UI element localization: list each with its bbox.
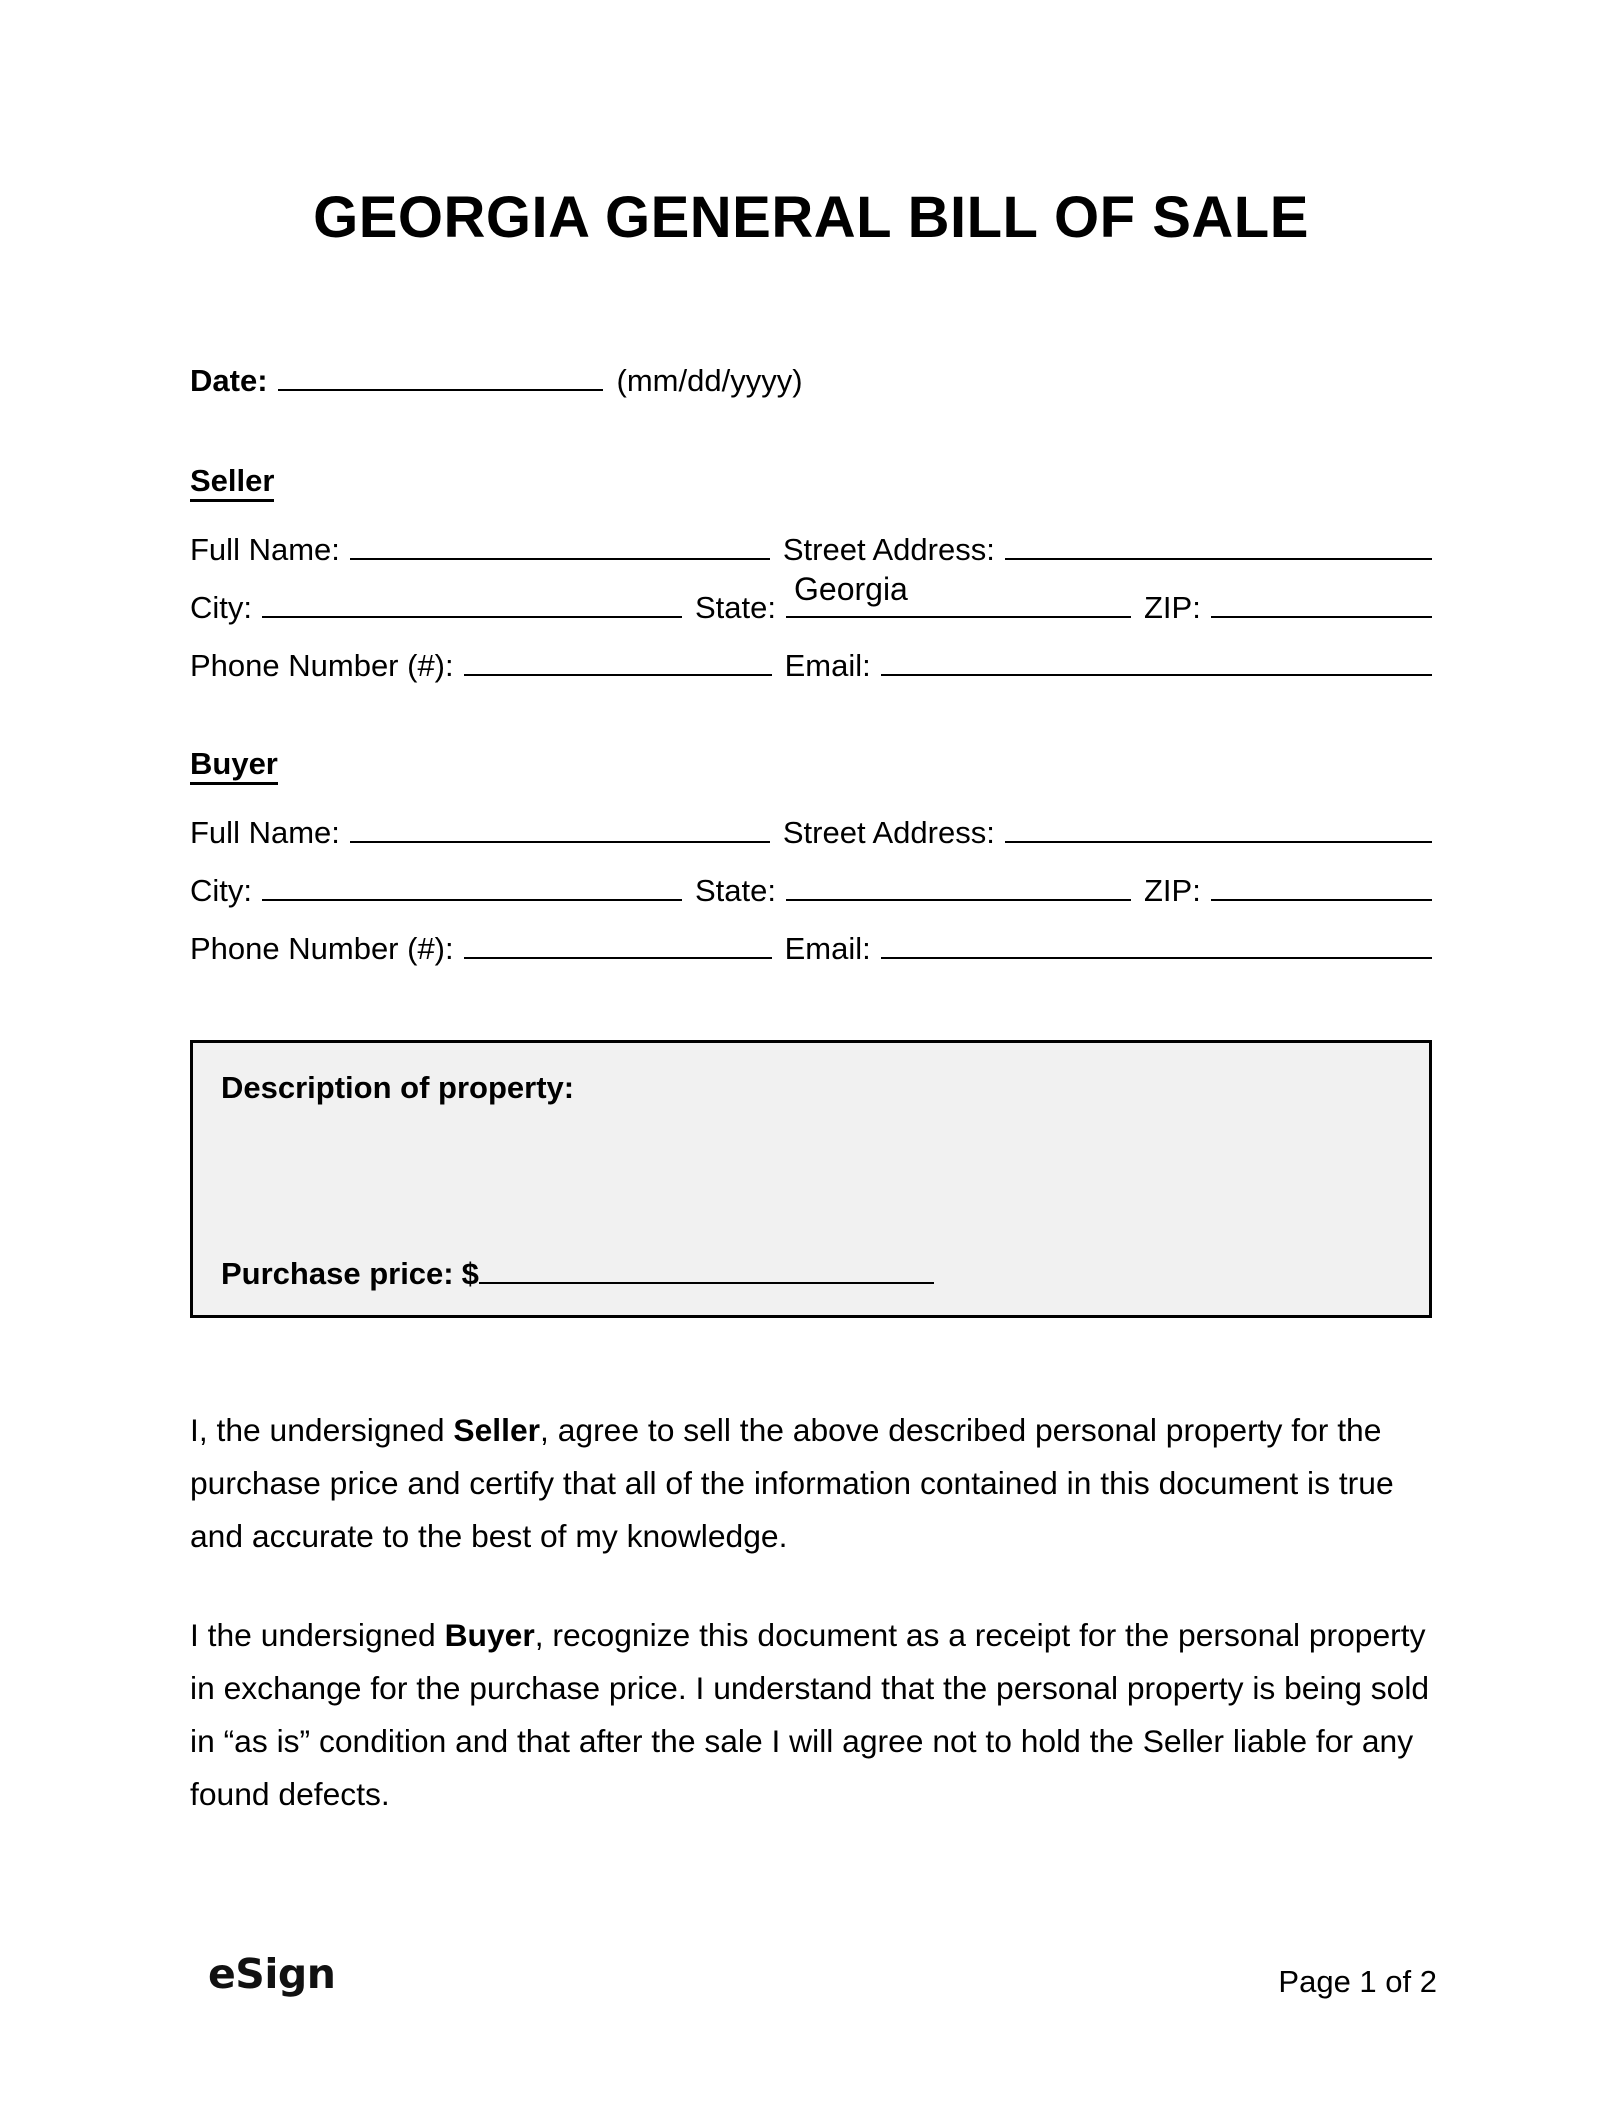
seller-email-field[interactable]	[881, 640, 1432, 676]
buyer-state-label: State:	[695, 872, 776, 908]
buyer-city-row	[190, 865, 1432, 912]
seller-street-address-label: Street Address:	[782, 531, 995, 567]
date-row	[190, 355, 1432, 402]
buyer-full-name-field[interactable]	[350, 807, 770, 843]
property-description-label: Description of property:	[221, 1069, 575, 1105]
seller-email-label: Email:	[784, 647, 871, 683]
page-title: GEORGIA GENERAL BILL OF SALE	[313, 185, 1309, 250]
purchase-price-label: Purchase price:	[221, 1255, 454, 1291]
date-label: Date:	[190, 362, 268, 398]
seller-phone-row	[190, 640, 1432, 687]
buyer-street-address-label: Street Address:	[782, 814, 995, 850]
seller-clause-paragraph: I, the undersigned Seller, agree to sell the above described personal property for the purchase price and certify that all of the information contained in this document is true and accurate to the best of my knowledge.	[190, 1411, 1394, 1554]
page-indicator: Page 1 of 2	[1278, 1964, 1437, 1999]
seller-city-field[interactable]	[262, 582, 682, 618]
property-description-field[interactable]	[221, 1109, 1401, 1248]
seller-zip-label: ZIP:	[1144, 589, 1201, 625]
seller-section-heading: Seller	[190, 460, 1432, 502]
seller-state-field[interactable]: Georgia	[786, 582, 1131, 618]
buyer-phone-field[interactable]	[464, 923, 772, 959]
seller-zip-field[interactable]	[1211, 582, 1432, 618]
seller-state-label: State:	[695, 589, 776, 625]
seller-name-row	[190, 524, 1432, 571]
date-format-hint: (mm/dd/yyyy)	[616, 362, 803, 398]
buyer-city-field[interactable]	[262, 865, 682, 901]
seller-street-address-field[interactable]	[1005, 524, 1432, 560]
seller-city-row	[190, 570, 1432, 629]
page-content	[190, 0, 1432, 1821]
seller-phone-label: Phone Number (#):	[190, 647, 454, 683]
buyer-clause-bold-word: Buyer	[444, 1616, 535, 1653]
buyer-zip-field[interactable]	[1211, 865, 1432, 901]
esign-logo: eSign	[208, 1950, 336, 1998]
buyer-city-label: City:	[190, 872, 252, 908]
currency-symbol: $	[461, 1255, 479, 1291]
buyer-state-field[interactable]	[786, 865, 1131, 901]
buyer-phone-label: Phone Number (#):	[190, 930, 454, 966]
seller-city-label: City:	[190, 589, 252, 625]
purchase-price-field[interactable]	[479, 1248, 934, 1284]
buyer-name-row	[190, 807, 1432, 854]
buyer-email-field[interactable]	[881, 923, 1432, 959]
seller-full-name-label: Full Name:	[190, 531, 340, 567]
buyer-phone-row	[190, 923, 1432, 970]
buyer-email-label: Email:	[784, 930, 871, 966]
seller-phone-field[interactable]	[464, 640, 772, 676]
buyer-street-address-field[interactable]	[1005, 807, 1432, 843]
buyer-zip-label: ZIP:	[1144, 872, 1201, 908]
purchase-price-row	[221, 1248, 1401, 1295]
seller-full-name-field[interactable]	[350, 524, 770, 560]
seller-clause-bold-word: Seller	[453, 1411, 541, 1448]
buyer-section-heading: Buyer	[190, 743, 1432, 785]
property-description-box	[190, 1040, 1432, 1318]
buyer-clause-paragraph: I the undersigned Buyer, recognize this document as a receipt for the personal property in exchange for the purchase price. I understand that the personal property is being sold in “as is” condition and that after the sale I will agree not to hold the Seller liable for any found defects.	[190, 1616, 1430, 1812]
buyer-full-name-label: Full Name:	[190, 814, 340, 850]
date-field[interactable]	[278, 355, 603, 391]
